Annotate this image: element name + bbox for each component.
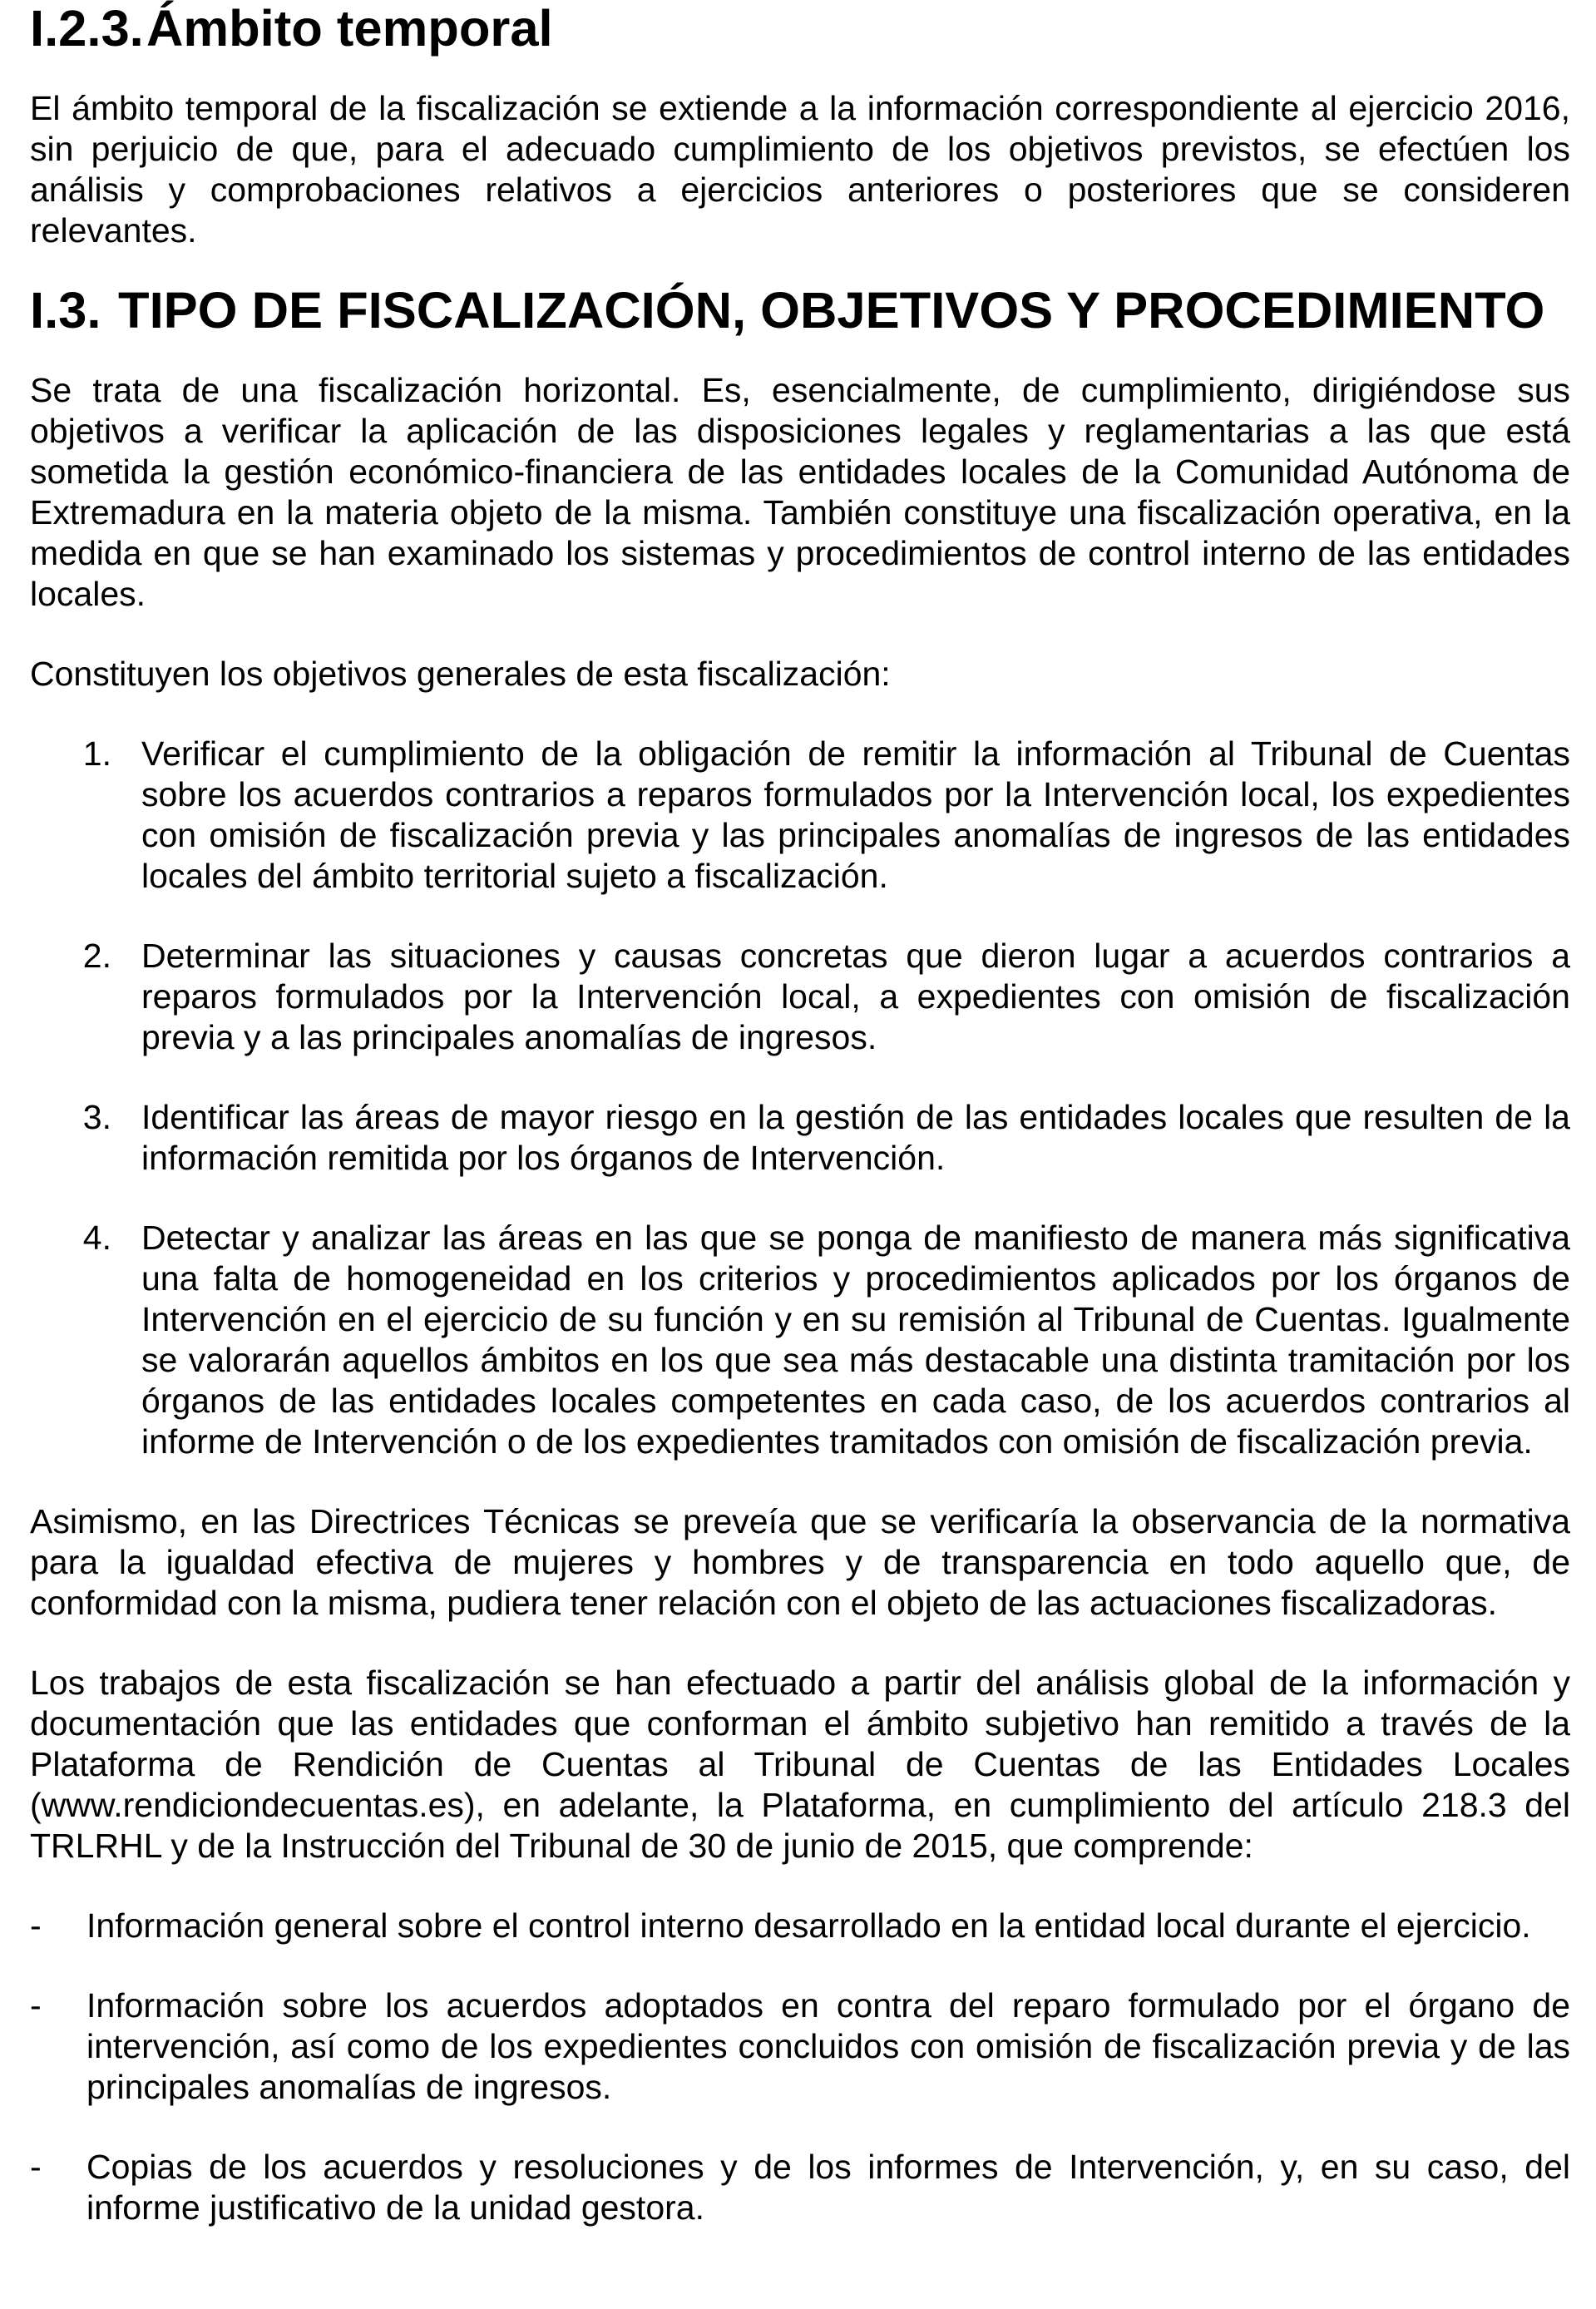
list-marker: 3. xyxy=(82,1098,111,1136)
list-marker: 4. xyxy=(82,1219,111,1257)
section-title: Ámbito temporal xyxy=(146,0,553,57)
section-heading xyxy=(30,0,1570,57)
contents-list xyxy=(30,1906,1570,2228)
paragraph-objetivos-intro: Constituyen los objetivos generales de esta fiscalización: xyxy=(30,655,891,693)
paragraph-ambito-temporal: El ámbito temporal de la fiscalización se extiende a la información correspondiente al ejercicio 2016, sin perjuicio de que, para el adecuado cumplimiento de los objetivos previstos, se efectúen los análisis y comprobaciones relativos a ejercicios anteriores o posteriores que se consideren relevantes. xyxy=(30,89,1570,250)
section-number: I.3. xyxy=(30,282,101,339)
list-item-text: Información general sobre el control interno desarrollado en la entidad local durante el ejercicio. xyxy=(86,1906,1531,1945)
section-heading xyxy=(30,282,1570,339)
list-item-text: Detectar y analizar las áreas en las que se ponga de manifiesto de manera más significativa una falta de homogeneidad en los criterios y procedimientos aplicados por los órganos de Intervención en el ejercicio de su función y en su remisión al Tribunal de Cuentas. Igualmente se valorarán aquellos ámbitos en los que sea más destacable una distinta tramitación por los órganos de las entidades locales competentes en cada caso, de los acuerdos contrarios al informe de Intervención o de los expedientes tramitados con omisión de fiscalización previa. xyxy=(141,1219,1570,1461)
list-marker: 2. xyxy=(82,937,111,975)
list-item-text: Determinar las situaciones y causas concretas que dieron lugar a acuerdos contrarios a reparos formulados por la Intervención local, a expedientes con omisión de fiscalización previa y a las principales anomalías de ingresos. xyxy=(141,937,1570,1056)
paragraph-tipo-fiscalizacion: Se trata de una fiscalización horizontal. Es, esencialmente, de cumplimiento, dirigiéndose sus objetivos a verificar la aplicación de las disposiciones legales y reglamentarias a las que está sometida la gestión económico-financiera de las entidades locales de la Comunidad Autónoma de Extremadura en la materia objeto de la misma. También constituye una fiscalización operativa, en la medida en que se han examinado los sistemas y procedimientos de control interno de las entidades locales. xyxy=(30,371,1570,613)
list-item xyxy=(30,1906,1570,1946)
list-item-text: Información sobre los acuerdos adoptados en contra del reparo formulado por el órgano de intervención, así como de los expedientes concluidos con omisión de fiscalización previa y de las principales anomalías de ingresos. xyxy=(86,1986,1570,2106)
list-item xyxy=(30,1985,1570,2108)
list-item xyxy=(30,936,1570,1058)
list-marker: - xyxy=(30,1986,42,2025)
objectives-list xyxy=(30,734,1570,1462)
list-item-text: Copias de los acuerdos y resoluciones y de los informes de Intervención, y, en su caso, del informe justificativo de la unidad gestora. xyxy=(86,2148,1570,2227)
paragraph-trabajos: Los trabajos de esta fiscalización se han efectuado a partir del análisis global de la información y documentación que las entidades que conforman el ámbito subjetivo han remitido a través de la Plataforma de Rendición de Cuentas al Tribunal de Cuentas de las Entidades Locales (www.rendiciondecuentas.es), en adelante, la Plataforma, en cumplimiento del artículo 218.3 del TRLRHL y de la Instrucción del Tribunal de 30 de junio de 2015, que comprende: xyxy=(30,1664,1570,1865)
section-number: I.2.3. xyxy=(30,0,144,57)
list-item xyxy=(30,2147,1570,2228)
list-marker: - xyxy=(30,2148,42,2186)
section-title: TIPO DE FISCALIZACIÓN, OBJETIVOS Y PROCEDIMIENTO xyxy=(118,282,1545,339)
list-item-text: Identificar las áreas de mayor riesgo en la gestión de las entidades locales que resulten de la información remitida por los órganos de Intervención. xyxy=(141,1098,1570,1177)
list-item xyxy=(30,1218,1570,1462)
list-marker: - xyxy=(30,1906,42,1945)
document-page xyxy=(30,0,1570,2228)
list-item xyxy=(30,1097,1570,1179)
list-item xyxy=(30,734,1570,897)
paragraph-directrices: Asimismo, en las Directrices Técnicas se preveía que se verificaría la observancia de la normativa para la igualdad efectiva de mujeres y hombres y de transparencia en todo aquello que, de conformidad con la misma, pudiera tener relación con el objeto de las actuaciones fiscalizadoras. xyxy=(30,1502,1570,1622)
list-marker: 1. xyxy=(82,734,111,773)
list-item-text: Verificar el cumplimiento de la obligación de remitir la información al Tribunal de Cuentas sobre los acuerdos contrarios a reparos formulados por la Intervención local, los expedientes con omisión de fiscalización previa y las principales anomalías de ingresos de las entidades locales del ámbito territorial sujeto a fiscalización. xyxy=(141,734,1570,895)
